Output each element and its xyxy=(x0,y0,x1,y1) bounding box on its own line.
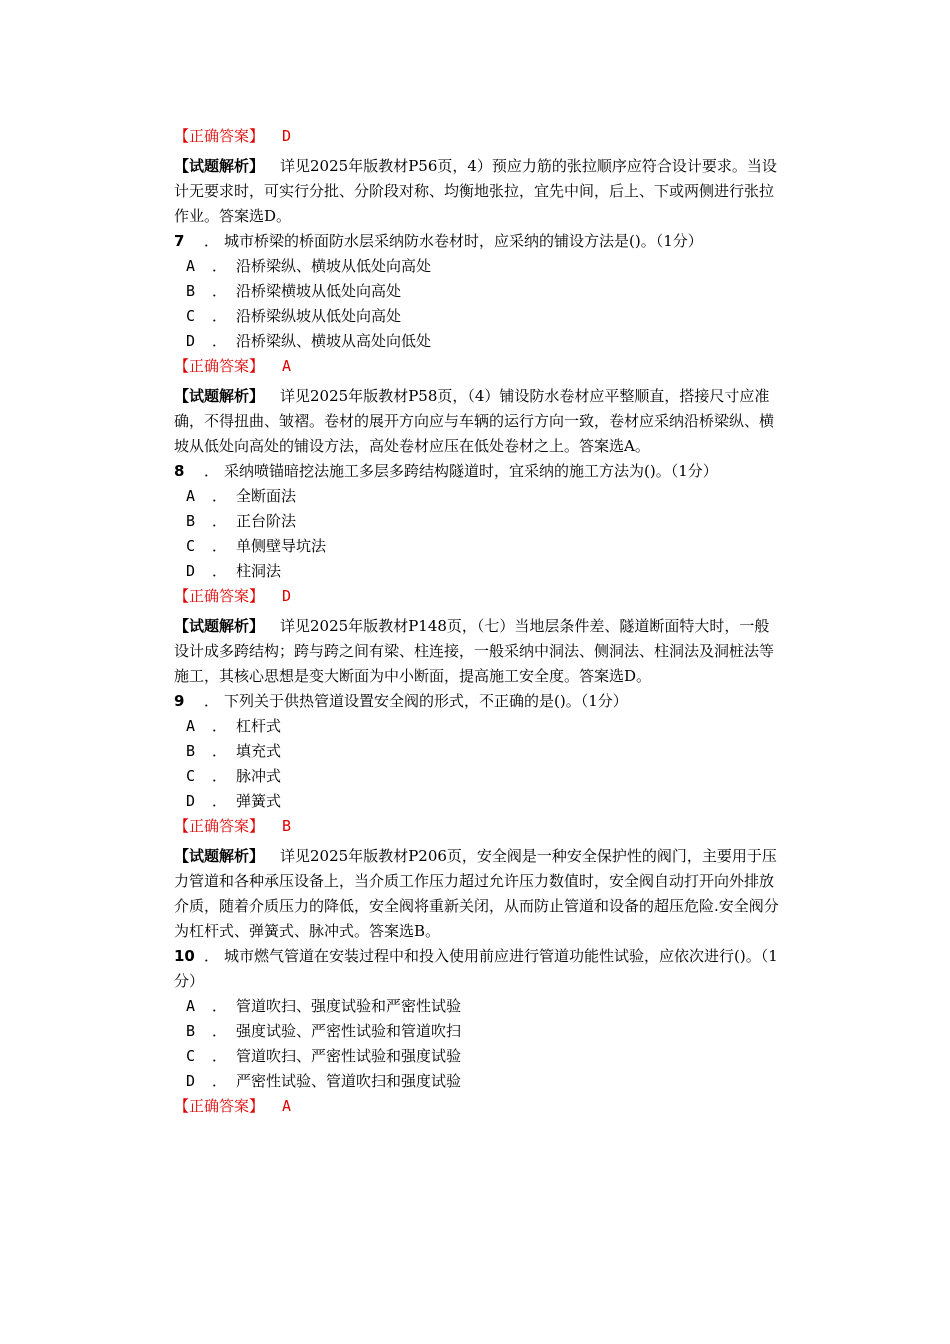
q9-correct-answer xyxy=(174,814,780,839)
q8-option-d xyxy=(174,559,780,584)
option-dot: ． xyxy=(212,257,228,275)
option-text: 填充式 xyxy=(236,742,282,760)
option-dot: ． xyxy=(212,307,228,325)
option-letter: D xyxy=(186,792,196,810)
option-dot: ． xyxy=(212,332,228,350)
option-text: 全断面法 xyxy=(236,487,297,505)
option-text: 弹簧式 xyxy=(236,792,282,810)
q9-option-d xyxy=(174,789,780,814)
option-letter: C xyxy=(186,1047,196,1065)
analysis-text: 详见2025年版教材P148页，（七）当地层条件差、隧道断面特大时，一般设计成多跨结构；跨与跨之间有梁、柱连接，一般采纳中洞法、侧洞法、柱洞法及洞桩法等施工，其核心思想是变大断面为中小断面，提高施工安全度。答案选D。 xyxy=(174,617,775,685)
analysis-label: 【试题解析】 xyxy=(174,847,265,865)
q6-correct-answer xyxy=(174,124,780,149)
question-dot: ． xyxy=(204,232,220,250)
q10-option-d xyxy=(174,1069,780,1094)
analysis-text: 详见2025年版教材P58页，（4）铺设防水卷材应平整顺直，搭接尺寸应准确，不得扭曲、皱褶。卷材的展开方向应与车辆的运行方向一致，卷材应采纳沿桥梁纵、横坡从低处向高处的铺设方法，高处卷材应压在低处卷材之上。答案选A。 xyxy=(174,387,775,455)
option-dot: ． xyxy=(212,537,228,555)
correct-answer-label: 【正确答案】 xyxy=(174,357,265,375)
analysis-text: 详见2025年版教材P56页，4）预应力筋的张拉顺序应符合设计要求。当设计无要求时，可实行分批、分阶段对称、均衡地张拉，宜先中间，后上、下或两侧进行张拉作业。答案选D。 xyxy=(174,157,777,225)
q9-stem xyxy=(174,689,780,714)
option-text: 沿桥梁纵、横坡从高处向低处 xyxy=(236,332,432,350)
correct-answer-label: 【正确答案】 xyxy=(174,817,265,835)
option-text: 柱洞法 xyxy=(236,562,282,580)
option-dot: ． xyxy=(212,997,228,1015)
question-number: 9 xyxy=(174,692,185,710)
option-dot: ． xyxy=(212,282,228,300)
q7-analysis xyxy=(174,384,780,459)
correct-answer-value: D xyxy=(282,127,292,145)
q9-option-b xyxy=(174,739,780,764)
correct-answer-label: 【正确答案】 xyxy=(174,587,265,605)
option-dot: ． xyxy=(212,792,228,810)
option-dot: ． xyxy=(212,767,228,785)
q6-analysis xyxy=(174,154,780,229)
correct-answer-value: A xyxy=(282,357,292,375)
correct-answer-value: D xyxy=(282,587,292,605)
correct-answer-value: B xyxy=(282,817,292,835)
option-letter: A xyxy=(186,487,196,505)
option-letter: C xyxy=(186,307,196,325)
q7-option-a xyxy=(174,254,780,279)
option-letter: C xyxy=(186,537,196,555)
option-dot: ． xyxy=(212,1047,228,1065)
question-text: 采纳喷锚暗挖法施工多层多跨结构隧道时，宜采纳的施工方法为()。（1分） xyxy=(224,462,718,480)
analysis-text: 详见2025年版教材P206页，安全阀是一种安全保护性的阀门，主要用于压力管道和各种承压设备上，当介质工作压力超过允许压力数值时，安全阀自动打开向外排放介质，随着介质压力的降低，安全阀将重新关闭，从而防止管道和设备的超压危险.安全阀分为杠杆式、弹簧式、脉冲式。答案选B。 xyxy=(174,847,779,940)
question-text: 下列关于供热管道设置安全阀的形式，不正确的是()。（1分） xyxy=(224,692,628,710)
question-dot: ． xyxy=(204,947,220,965)
correct-answer-label: 【正确答案】 xyxy=(174,127,265,145)
q9-analysis xyxy=(174,844,780,944)
correct-answer-label: 【正确答案】 xyxy=(174,1097,265,1115)
q7-correct-answer xyxy=(174,354,780,379)
option-letter: A xyxy=(186,257,196,275)
analysis-label: 【试题解析】 xyxy=(174,617,265,635)
option-letter: B xyxy=(186,512,196,530)
option-letter: A xyxy=(186,717,196,735)
question-number: 8 xyxy=(174,462,185,480)
question-dot: ． xyxy=(204,692,220,710)
q8-option-a xyxy=(174,484,780,509)
option-letter: D xyxy=(186,1072,196,1090)
option-text: 强度试验、严密性试验和管道吹扫 xyxy=(236,1022,462,1040)
option-text: 杠杆式 xyxy=(236,717,282,735)
analysis-label: 【试题解析】 xyxy=(174,157,265,175)
option-text: 脉冲式 xyxy=(236,767,282,785)
question-text: 城市燃气管道在安装过程中和投入使用前应进行管道功能性试验，应依次进行()。（1分） xyxy=(174,947,778,990)
option-dot: ． xyxy=(212,717,228,735)
analysis-label: 【试题解析】 xyxy=(174,387,265,405)
option-text: 管道吹扫、强度试验和严密性试验 xyxy=(236,997,462,1015)
option-dot: ． xyxy=(212,512,228,530)
q7-option-c xyxy=(174,304,780,329)
q8-stem xyxy=(174,459,780,484)
option-text: 沿桥梁横坡从低处向高处 xyxy=(236,282,402,300)
option-letter: D xyxy=(186,562,196,580)
option-text: 沿桥梁纵、横坡从低处向高处 xyxy=(236,257,432,275)
question-number: 10 xyxy=(174,947,195,965)
q10-option-b xyxy=(174,1019,780,1044)
question-text: 城市桥梁的桥面防水层采纳防水卷材时，应采纳的铺设方法是()。（1分） xyxy=(224,232,703,250)
q8-analysis xyxy=(174,614,780,689)
q10-option-a xyxy=(174,994,780,1019)
q8-option-c xyxy=(174,534,780,559)
option-text: 管道吹扫、严密性试验和强度试验 xyxy=(236,1047,462,1065)
option-dot: ． xyxy=(212,1072,228,1090)
option-dot: ． xyxy=(212,1022,228,1040)
option-letter: B xyxy=(186,282,196,300)
option-text: 正台阶法 xyxy=(236,512,297,530)
question-dot: ． xyxy=(204,462,220,480)
q8-correct-answer xyxy=(174,584,780,609)
q7-stem xyxy=(174,229,780,254)
option-text: 严密性试验、管道吹扫和强度试验 xyxy=(236,1072,462,1090)
q7-option-b xyxy=(174,279,780,304)
option-dot: ． xyxy=(212,742,228,760)
option-letter: B xyxy=(186,742,196,760)
option-text: 沿桥梁纵坡从低处向高处 xyxy=(236,307,402,325)
document-page xyxy=(174,124,780,1124)
option-letter: D xyxy=(186,332,196,350)
q10-stem xyxy=(174,944,780,994)
option-text: 单侧壁导坑法 xyxy=(236,537,327,555)
option-letter: C xyxy=(186,767,196,785)
q10-option-c xyxy=(174,1044,780,1069)
correct-answer-value: A xyxy=(282,1097,292,1115)
q9-option-a xyxy=(174,714,780,739)
q8-option-b xyxy=(174,509,780,534)
option-letter: A xyxy=(186,997,196,1015)
q9-option-c xyxy=(174,764,780,789)
q7-option-d xyxy=(174,329,780,354)
option-letter: B xyxy=(186,1022,196,1040)
option-dot: ． xyxy=(212,487,228,505)
q10-correct-answer xyxy=(174,1094,780,1119)
question-number: 7 xyxy=(174,232,185,250)
option-dot: ． xyxy=(212,562,228,580)
